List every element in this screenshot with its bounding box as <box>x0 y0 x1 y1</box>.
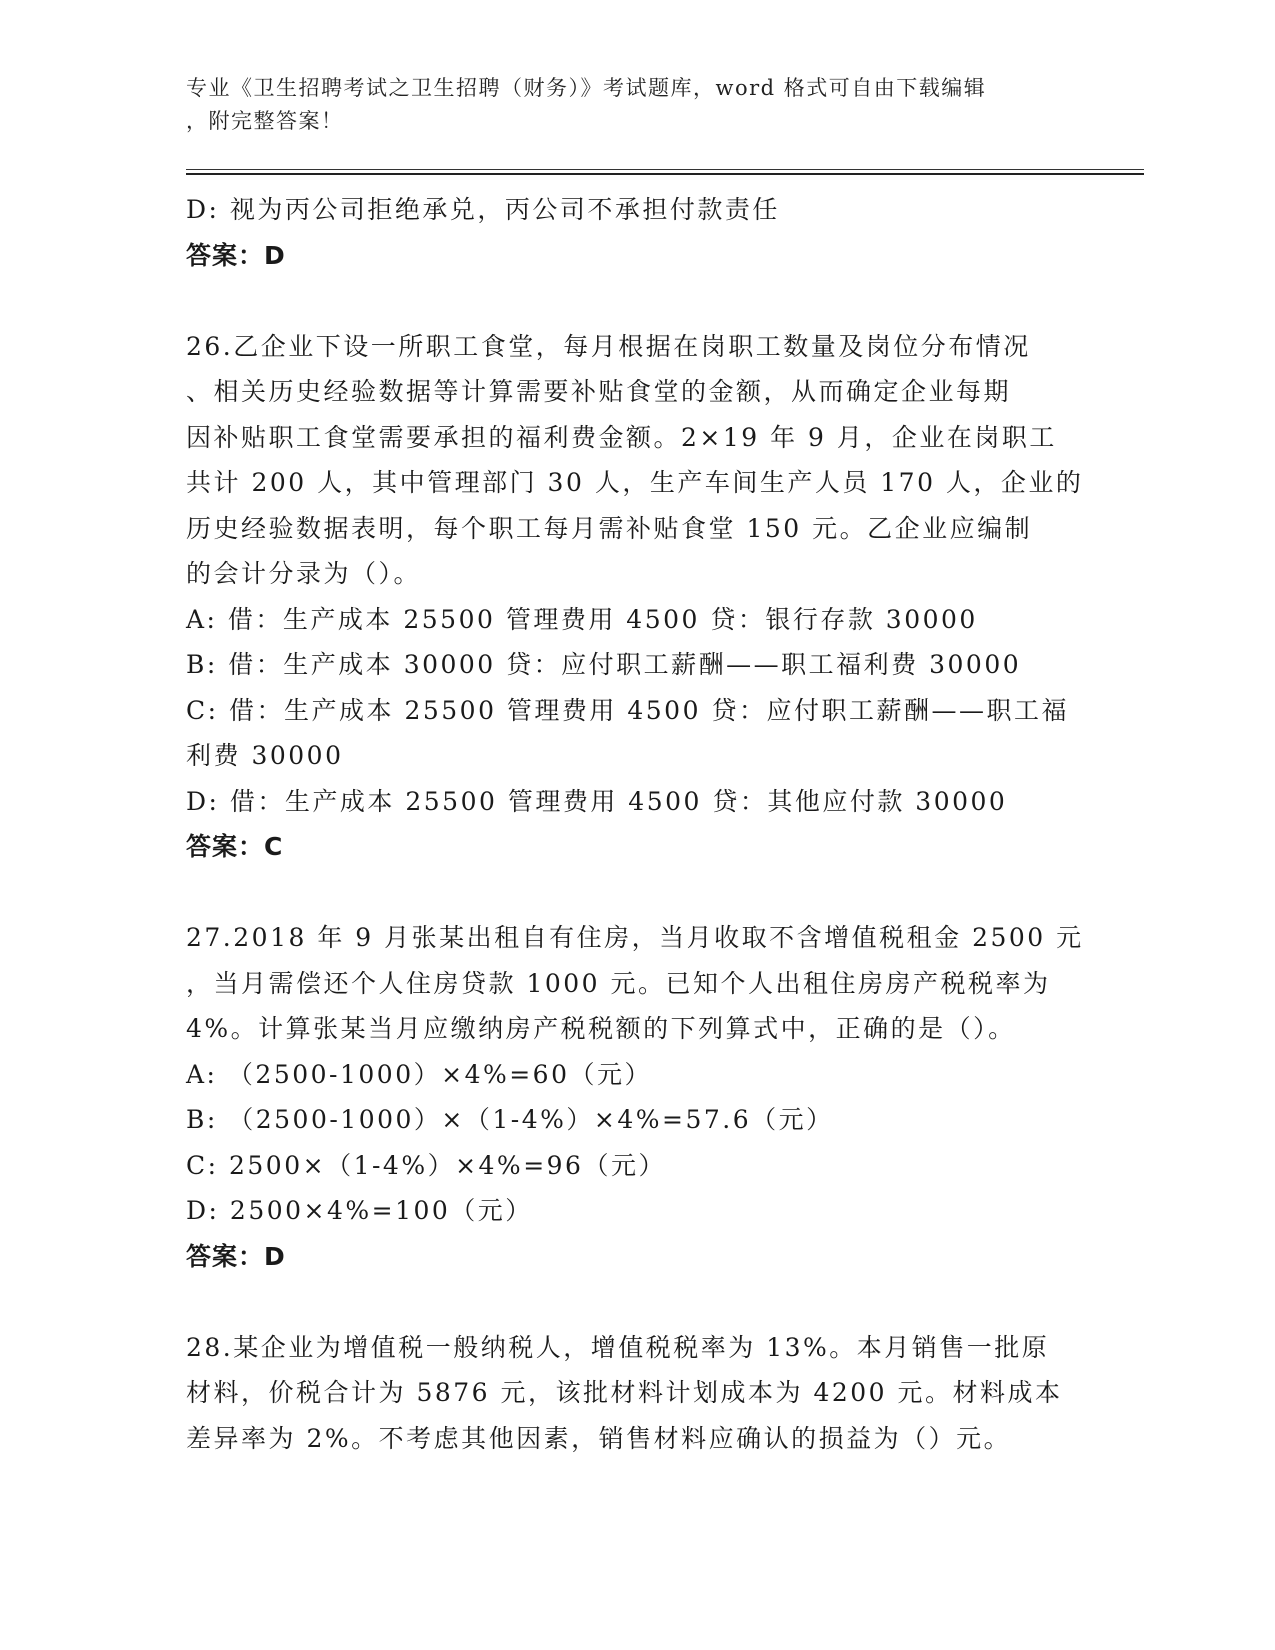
q25-option-d: D: 视为丙公司拒绝承兑，丙公司不承担付款责任 <box>186 195 780 224</box>
header-line-2: ，附完整答案！ <box>186 109 344 133</box>
question-spacer <box>186 870 1086 916</box>
document-header <box>186 72 1066 138</box>
q25-answer: 答案：D <box>186 240 286 270</box>
header-line-1: 专业《卫生招聘考试之卫生招聘（财务）》考试题库，word 格式可自由下载编辑 <box>186 76 987 100</box>
q26-stem-line: 的会计分录为（）。 <box>186 559 422 588</box>
question-27 <box>186 915 1086 1279</box>
q27-stem-line: 4%。计算张某当月应缴纳房产税税额的下列算式中，正确的是（）。 <box>186 1014 1016 1043</box>
q26-stem-line: 因补贴职工食堂需要承担的福利费金额。2×19 年 9 月，企业在岗职工 <box>186 422 1057 452</box>
q26-option-c: C: 借：生产成本 25500 管理费用 4500 贷：应付职工薪酬——职工福 <box>186 695 1069 725</box>
q26-stem-line: 26.乙企业下设一所职工食堂，每月根据在岗职工数量及岗位分布情况 <box>186 331 1031 361</box>
q26-stem-line: 共计 200 人，其中管理部门 30 人，生产车间生产人员 170 人，企业的 <box>186 468 1084 497</box>
q26-stem-line: 、相关历史经验数据等计算需要补贴食堂的金额，从而确定企业每期 <box>186 377 1012 406</box>
document-body <box>186 187 1086 1461</box>
q27-stem-line: 27.2018 年 9 月张某出租自有住房，当月收取不含增值税租金 2500 元 <box>186 923 1084 952</box>
question-spacer <box>186 278 1086 324</box>
q26-answer: 答案：C <box>186 832 284 861</box>
question-28 <box>186 1325 1086 1462</box>
q26-option-a: A: 借：生产成本 25500 管理费用 4500 贷：银行存款 30000 <box>186 604 978 634</box>
q28-stem-line: 材料，价税合计为 5876 元，该批材料计划成本为 4200 元。材料成本 <box>186 1378 1063 1407</box>
q27-option-b: B: （2500-1000）×（1-4%）×4%=57.6（元） <box>186 1105 834 1134</box>
q27-option-d: D: 2500×4%=100（元） <box>186 1196 533 1225</box>
q27-answer: 答案：D <box>186 1241 286 1271</box>
header-divider-thin <box>186 169 1144 170</box>
question-26 <box>186 324 1086 870</box>
q26-stem-line: 历史经验数据表明，每个职工每月需补贴食堂 150 元。乙企业应编制 <box>186 513 1033 543</box>
q28-stem-line: 差异率为 2%。不考虑其他因素，销售材料应确认的损益为（）元。 <box>186 1423 1012 1453</box>
header-divider-thick <box>186 173 1144 175</box>
question-spacer <box>186 1279 1086 1325</box>
q28-stem-line: 28.某企业为增值税一般纳税人，增值税税率为 13%。本月销售一批原 <box>186 1332 1050 1362</box>
q27-option-c: C: 2500×（1-4%）×4%=96（元） <box>186 1150 666 1180</box>
q26-option-b: B: 借：生产成本 30000 贷：应付职工薪酬——职工福利费 30000 <box>186 650 1022 679</box>
q26-option-d: D: 借：生产成本 25500 管理费用 4500 贷：其他应付款 30000 <box>186 786 1008 816</box>
q27-stem-line: ，当月需偿还个人住房贷款 1000 元。已知个人出租住房房产税税率为 <box>186 968 1051 998</box>
q27-option-a: A: （2500-1000）×4%=60（元） <box>186 1059 652 1089</box>
q26-option-c-continued: 利费 30000 <box>186 741 344 770</box>
